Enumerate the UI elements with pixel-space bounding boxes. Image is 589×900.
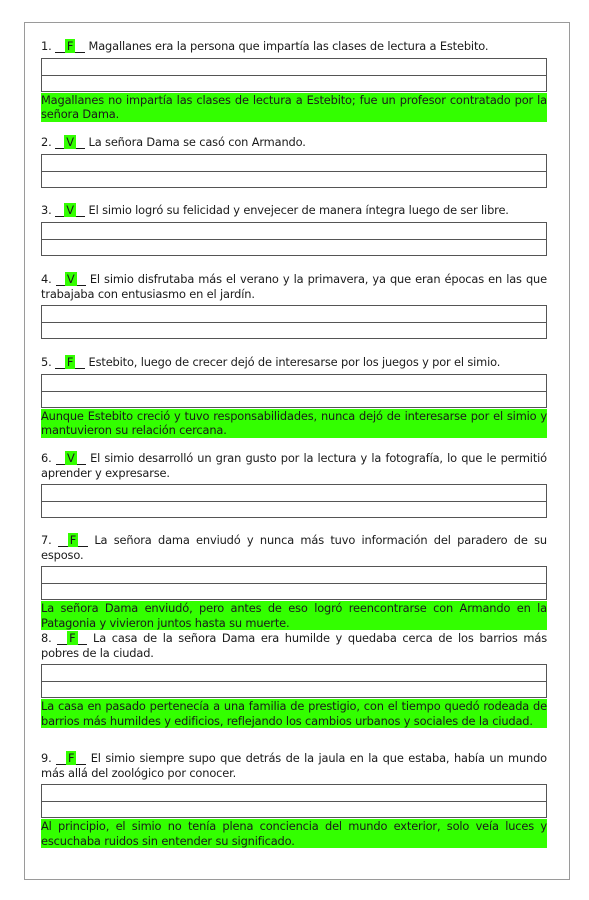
question-9 <box>41 751 547 848</box>
answer-lines[interactable] <box>41 664 547 698</box>
correction-text: La casa en pasado pertenecía a una familia de prestigio, con el tiempo quedó rodeada de barrios más humildes y edificios, reflejando los cambios urbanos y sociales de la ciudad. <box>41 699 547 728</box>
correction-text: Magallanes no impartía las clases de lectura a Estebito; fue un profesor contratado por la señora Dama. <box>41 92 547 121</box>
answer-blank: V <box>55 137 85 149</box>
correction-text: Al principio, el simio no tenía plena conciencia del mundo exterior, solo veía luces y escuchaba ruidos sin entender su significado. <box>41 819 547 848</box>
answer-blank: F <box>58 535 88 547</box>
question-text: 8. F La casa de la señora Dama era humilde y quedaba cerca de los barrios más pobres de la ciudad. <box>41 631 547 660</box>
question-5 <box>41 355 547 438</box>
question-text: 9. F El simio siempre supo que detrás de la jaula en la que estaba, había un mundo más allá del zoológico por conocer. <box>41 751 547 780</box>
question-text: 4. V El simio disfrutaba más el verano y la primavera, ya que eran épocas en las que trabajaba con entusiasmo en el jardín. <box>41 272 547 301</box>
answer-blank: F <box>57 633 87 645</box>
question-text: 1. F Magallanes era la persona que impartía las clases de lectura a Estebito. <box>41 39 489 53</box>
answer-lines[interactable] <box>41 222 547 256</box>
question-2 <box>41 135 547 188</box>
answer-lines[interactable] <box>41 305 547 339</box>
question-3 <box>41 203 547 256</box>
answer-lines[interactable] <box>41 484 547 518</box>
answer-blank: F <box>55 357 85 369</box>
question-text: 2. V La señora Dama se casó con Armando. <box>41 135 306 149</box>
answer-blank: F <box>56 753 86 765</box>
question-4 <box>41 272 547 339</box>
worksheet-page <box>24 22 570 880</box>
answer-blank: V <box>55 205 85 217</box>
question-8 <box>41 631 547 728</box>
answer-blank: F <box>55 41 85 53</box>
question-1 <box>41 39 547 122</box>
answer-lines[interactable] <box>41 784 547 818</box>
correction-text: La señora Dama enviudó, pero antes de eso logró reencontrarse con Armando en la Patagonia y vivieron juntos hasta su muerte. <box>41 601 547 630</box>
question-6 <box>41 451 547 518</box>
correction-text: Aunque Estebito creció y tuvo responsabilidades, nunca dejó de interesarse por el simio y mantuvieron su relación cercana. <box>41 408 547 437</box>
question-7 <box>41 533 547 630</box>
answer-blank: V <box>56 453 86 465</box>
question-text: 3. V El simio logró su felicidad y envejecer de manera íntegra luego de ser libre. <box>41 203 509 217</box>
question-text: 7. F La señora dama enviudó y nunca más tuvo información del paradero de su esposo. <box>41 533 547 562</box>
answer-lines[interactable] <box>41 58 547 92</box>
question-text: 6. V El simio desarrolló un gran gusto por la lectura y la fotografía, lo que le permitió aprender y expresarse. <box>41 451 547 480</box>
question-text: 5. F Estebito, luego de crecer dejó de interesarse por los juegos y por el simio. <box>41 355 501 369</box>
answer-lines[interactable] <box>41 566 547 600</box>
answer-blank: V <box>56 274 86 286</box>
answer-lines[interactable] <box>41 374 547 408</box>
answer-lines[interactable] <box>41 154 547 188</box>
